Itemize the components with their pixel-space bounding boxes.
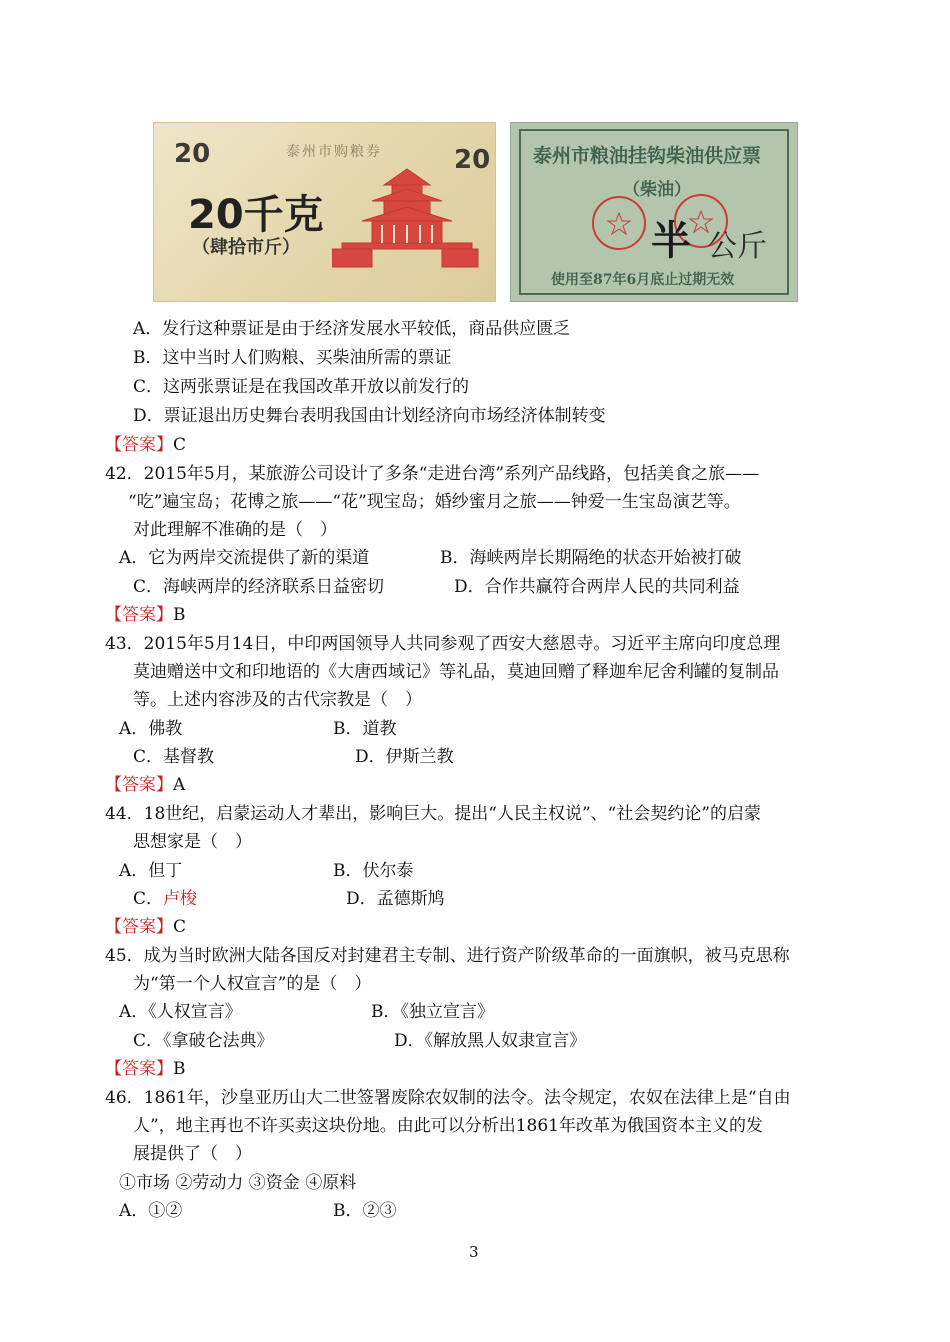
red-seal-left [589, 193, 649, 253]
q42-stem-line-1: 42．2015年5月，某旅游公司设计了多条“走进台湾”系列产品线路，包括美食之旅—— [105, 464, 760, 484]
page-number: 3 [469, 1243, 479, 1261]
grain-amount: 20千克 [188, 192, 324, 238]
grain-city-label: 泰州市购粮券 [286, 144, 382, 160]
q44-stem-line-2: 思想家是（ ） [133, 832, 252, 852]
q45-option-d: D．《解放黑人奴隶宣言》 [394, 1031, 587, 1051]
q46-stem-line-2: 人”，地主再也不许买卖这块份地。由此可以分析出1861年改革为俄国资本主义的发 [133, 1116, 763, 1136]
q46-stem-line-3: 展提供了（ ） [133, 1144, 252, 1164]
q42-stem-line-2: “吃”遍宝岛；花博之旅——“花”现宝岛；婚纱蜜月之旅——钟爱一生宝岛演艺等。 [128, 492, 741, 512]
answer-tag: 【答案】 [105, 775, 173, 795]
answer-value: B [173, 605, 186, 625]
q41-option-a: A．发行这种票证是由于经济发展水平较低，商品供应匮乏 [133, 319, 571, 339]
q41-answer [105, 433, 186, 457]
option-c-letter: C． [133, 889, 164, 909]
q44-stem-line-1: 44．18世纪，启蒙运动人才辈出，影响巨大。提出“人民主权说”、“社会契约论”的启蒙 [105, 804, 762, 824]
fuel-amount-half: 半 [651, 218, 691, 264]
q42-answer [105, 603, 186, 627]
q43-option-a: A．佛教 [119, 719, 183, 739]
q44-option-b: B．伏尔泰 [333, 861, 414, 881]
q45-stem-line-1: 45．成为当时欧洲大陆各国反对封建君主专制、进行资产阶级革命的一面旗帜，被马克思称 [105, 946, 790, 966]
fuel-subtitle: （柴油） [623, 180, 691, 200]
diesel-coupon-image [510, 122, 798, 302]
q41-option-c: C．这两张票证是在我国改革开放以前发行的 [133, 377, 470, 397]
grain-coupon-image [153, 122, 496, 302]
q44-option-a: A．但丁 [119, 861, 183, 881]
answer-tag: 【答案】 [105, 605, 173, 625]
answer-tag: 【答案】 [105, 1059, 173, 1079]
fuel-title: 泰州市粮油挂钩柴油供应票 [533, 145, 762, 167]
answer-value: B [173, 1059, 186, 1079]
q43-option-d: D．伊斯兰教 [355, 747, 454, 767]
q44-option-c [133, 887, 197, 911]
option-c-highlight: 卢梭 [163, 889, 198, 909]
q46-stem-line-1: 46．1861年，沙皇亚历山大二世签署废除农奴制的法令。法令规定，农奴在法律上是“自由 [105, 1088, 791, 1108]
grain-corner-right: 20 [454, 145, 491, 175]
answer-value: C [173, 917, 187, 937]
q46-items: ①市场 ②劳动力 ③资金 ④原料 [119, 1173, 357, 1193]
q45-stem-line-2: 为“第一个人权宣言”的是（ ） [133, 974, 372, 994]
q45-option-b: B．《独立宣言》 [371, 1002, 494, 1022]
grain-amount-sub: （肆拾市斤） [192, 237, 300, 258]
answer-value: A [173, 775, 186, 795]
fuel-validity: 使用至87年6月底止过期无效 [551, 272, 735, 288]
q46-option-a: A．①② [119, 1201, 183, 1221]
q42-option-b: B．海峡两岸长期隔绝的状态开始被打破 [440, 548, 742, 568]
q44-answer [105, 915, 186, 939]
q45-answer [105, 1057, 186, 1081]
q41-option-b: B．这中当时人们购粮、买柴油所需的票证 [133, 348, 452, 368]
answer-value: C [173, 435, 187, 455]
pavilion-illustration [332, 163, 482, 283]
answer-tag: 【答案】 [105, 435, 173, 455]
q43-answer [105, 773, 185, 797]
grain-corner-left: 20 [174, 139, 211, 169]
q46-option-b: B．②③ [333, 1201, 397, 1221]
q43-stem-line-2: 莫迪赠送中文和印地语的《大唐西域记》等礼品，莫迪回赠了释迦牟尼舍利罐的复制品 [133, 662, 779, 682]
q42-option-a: A．它为两岸交流提供了新的渠道 [119, 548, 370, 568]
q42-option-c: C．海峡两岸的经济联系日益密切 [133, 577, 385, 597]
q45-option-c: C．《拿破仑法典》 [133, 1031, 274, 1051]
q45-option-a: A．《人权宣言》 [119, 1002, 242, 1022]
fuel-amount-unit: 公斤 [707, 229, 767, 264]
answer-tag: 【答案】 [105, 917, 173, 937]
q42-stem-line-3: 对此理解不准确的是（ ） [133, 520, 337, 540]
q41-option-d: D．票证退出历史舞台表明我国由计划经济向市场经济体制转变 [133, 406, 606, 426]
q42-option-d: D．合作共赢符合两岸人民的共同利益 [454, 577, 740, 597]
q43-stem-line-1: 43．2015年5月14日，中印两国领导人共同参观了西安大慈恩寺。习近平主席向印度总理 [105, 634, 781, 654]
q43-option-b: B．道教 [333, 719, 397, 739]
q43-stem-line-3: 等。上述内容涉及的古代宗教是（ ） [133, 690, 422, 710]
q44-option-d: D．孟德斯鸠 [346, 889, 445, 909]
q43-option-c: C．基督教 [133, 747, 215, 767]
